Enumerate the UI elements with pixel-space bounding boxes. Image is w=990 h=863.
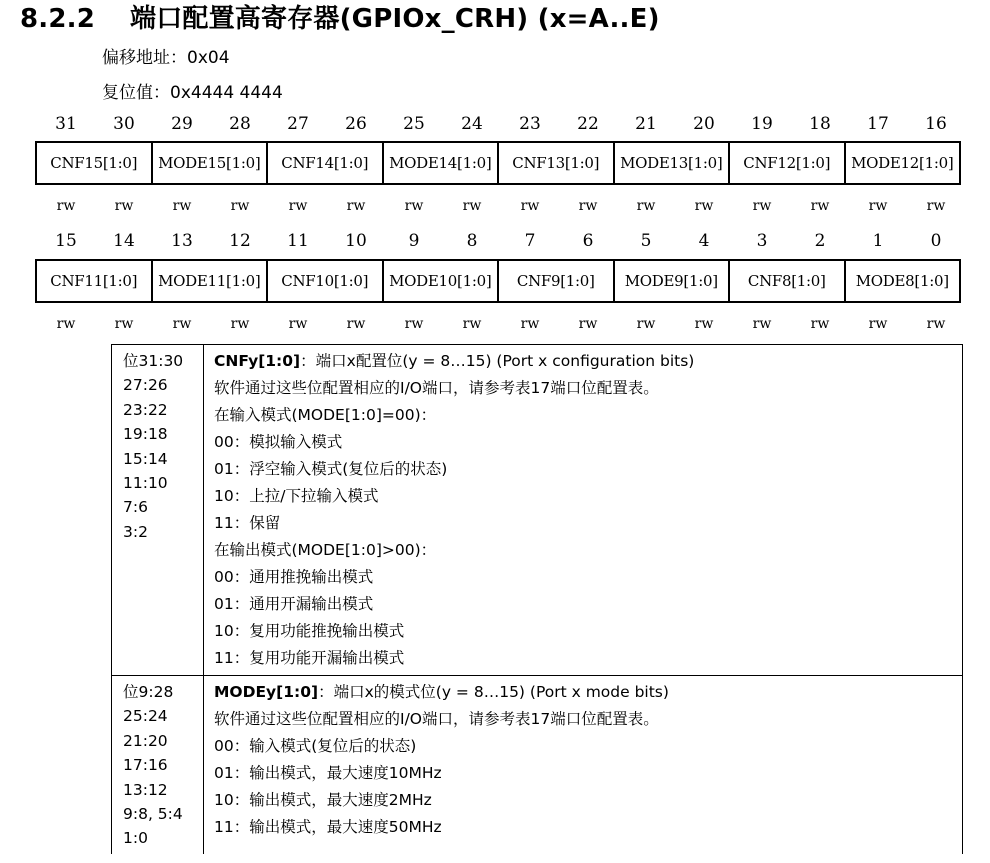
field-cell: CNF10[1:0] — [266, 261, 382, 301]
access-label: rw — [926, 198, 946, 214]
bit-number: 30 — [113, 114, 135, 134]
bit-range: 3:2 — [123, 522, 148, 541]
field-cell: MODE11[1:0] — [151, 261, 267, 301]
access-label: rw — [578, 198, 598, 214]
access-label: rw — [172, 198, 192, 214]
bit-number: 9 — [408, 231, 420, 251]
description-line: 软件通过这些位配置相应的I/O端口，请参考表17端口位配置表。 — [214, 379, 659, 397]
access-label: rw — [868, 316, 888, 332]
field-cell: MODE15[1:0] — [151, 143, 267, 183]
bit-range: 13:12 — [123, 780, 168, 799]
bit-number: 16 — [925, 114, 947, 134]
description-line: 10：复用功能推挽输出模式 — [214, 622, 405, 640]
bit-number: 25 — [403, 114, 425, 134]
access-label: rw — [636, 316, 656, 332]
bit-number: 3 — [756, 231, 768, 251]
bit-number: 22 — [577, 114, 599, 134]
bit-number: 20 — [693, 114, 715, 134]
access-label: rw — [752, 198, 772, 214]
access-label: rw — [346, 316, 366, 332]
access-label: rw — [56, 316, 76, 332]
bit-numbers-low — [37, 231, 965, 253]
bit-number: 23 — [519, 114, 541, 134]
bit-number: 27 — [287, 114, 309, 134]
access-label: rw — [810, 198, 830, 214]
access-label: rw — [926, 316, 946, 332]
access-label: rw — [172, 316, 192, 332]
access-row-high — [37, 198, 965, 218]
access-label: rw — [114, 198, 134, 214]
access-label: rw — [462, 316, 482, 332]
description-line: 00：通用推挽输出模式 — [214, 568, 374, 586]
field-cell: MODE14[1:0] — [382, 143, 498, 183]
field-cell: CNF15[1:0] — [50, 154, 138, 172]
offset-address: 偏移地址：0x04 — [102, 48, 230, 68]
access-label: rw — [520, 316, 540, 332]
bit-range: 7:6 — [123, 498, 148, 517]
bit-range: 位9:28 — [123, 683, 174, 701]
bit-number: 7 — [524, 231, 536, 251]
bit-number: 31 — [55, 114, 77, 134]
description-line: 在输入模式(MODE[1:0]=00)： — [214, 406, 437, 424]
access-label: rw — [578, 316, 598, 332]
field-summary — [214, 679, 956, 706]
register-fields-high — [35, 141, 961, 185]
bit-number: 0 — [930, 231, 942, 251]
bit-range: 9:8, 5:4 — [123, 805, 183, 824]
access-label: rw — [752, 316, 772, 332]
description-line: 01：通用开漏输出模式 — [214, 595, 374, 613]
description-line: 11：复用功能开漏输出模式 — [214, 649, 405, 667]
bit-range: 1:0 — [123, 829, 148, 848]
access-label: rw — [404, 198, 424, 214]
bit-number: 2 — [814, 231, 826, 251]
description-line: 11：保留 — [214, 514, 281, 532]
bit-number: 14 — [113, 231, 135, 251]
section-title: 端口配置高寄存器(GPIOx_CRH) (x=A..E) — [130, 4, 660, 34]
section-heading — [20, 0, 660, 35]
bit-range: 21:20 — [123, 731, 168, 750]
section-number: 8.2.2 — [20, 4, 96, 34]
bit-range: 19:18 — [123, 425, 168, 444]
field-cell: MODE13[1:0] — [613, 143, 729, 183]
bit-number: 19 — [751, 114, 773, 134]
bit-number: 26 — [345, 114, 367, 134]
bit-number: 8 — [466, 231, 478, 251]
bit-number: 17 — [867, 114, 889, 134]
description-line: 00：模拟输入模式 — [214, 433, 343, 451]
bit-number: 15 — [55, 231, 77, 251]
bit-number: 5 — [640, 231, 652, 251]
field-summary-text: ：端口x的模式位(y = 8…15) (Port x mode bits) — [318, 683, 669, 701]
field-name: CNFy[1:0] — [214, 352, 301, 370]
bit-range: 15:14 — [123, 449, 168, 468]
access-label: rw — [230, 198, 250, 214]
field-cell: CNF11[1:0] — [50, 272, 138, 290]
bit-range: 11:10 — [123, 474, 168, 493]
field-cell: CNF14[1:0] — [266, 143, 382, 183]
bit-description-table — [111, 344, 963, 854]
description-line: 软件通过这些位配置相应的I/O端口，请参考表17端口位配置表。 — [214, 710, 659, 728]
access-label: rw — [346, 198, 366, 214]
bit-number: 12 — [229, 231, 251, 251]
bit-range: 27:26 — [123, 376, 168, 395]
bit-number: 6 — [582, 231, 594, 251]
bit-range: 17:16 — [123, 756, 168, 775]
description-line: 11：输出模式，最大速度50MHz — [214, 818, 442, 836]
bit-number: 18 — [809, 114, 831, 134]
bit-range: 位31:30 — [123, 352, 184, 370]
description-line: 10：输出模式，最大速度2MHz — [214, 791, 432, 809]
field-summary-text: ：端口x配置位(y = 8…15) (Port x configuration bits) — [300, 352, 695, 370]
description-row-mode — [112, 676, 963, 854]
bit-range-cell — [112, 676, 204, 854]
bit-numbers-high — [37, 114, 965, 136]
field-cell: MODE8[1:0] — [844, 261, 960, 301]
description-cell — [204, 676, 963, 854]
access-label: rw — [288, 198, 308, 214]
bit-range-cell — [112, 345, 204, 676]
bit-number: 24 — [461, 114, 483, 134]
field-cell: MODE12[1:0] — [844, 143, 960, 183]
access-label: rw — [230, 316, 250, 332]
bit-number: 10 — [345, 231, 367, 251]
access-label: rw — [462, 198, 482, 214]
bit-number: 28 — [229, 114, 251, 134]
description-line: 10：上拉/下拉输入模式 — [214, 487, 379, 505]
field-cell: CNF13[1:0] — [497, 143, 613, 183]
access-label: rw — [810, 316, 830, 332]
field-cell: MODE9[1:0] — [613, 261, 729, 301]
description-line: 01：浮空输入模式(复位后的状态) — [214, 460, 448, 478]
access-label: rw — [636, 198, 656, 214]
bit-number: 13 — [171, 231, 193, 251]
field-summary — [214, 348, 956, 375]
description-row-cnf — [112, 345, 963, 676]
reset-value: 复位值：0x4444 4444 — [102, 83, 283, 103]
bit-number: 29 — [171, 114, 193, 134]
bit-number: 4 — [698, 231, 710, 251]
access-row-low — [37, 316, 965, 336]
field-cell: CNF9[1:0] — [497, 261, 613, 301]
access-label: rw — [56, 198, 76, 214]
field-cell: CNF8[1:0] — [728, 261, 844, 301]
description-line: 01：输出模式，最大速度10MHz — [214, 764, 442, 782]
access-label: rw — [288, 316, 308, 332]
description-cell — [204, 345, 963, 676]
access-label: rw — [868, 198, 888, 214]
bit-number: 1 — [872, 231, 884, 251]
field-name: MODEy[1:0] — [214, 683, 319, 701]
access-label: rw — [694, 316, 714, 332]
access-label: rw — [114, 316, 134, 332]
register-fields-low — [35, 259, 961, 303]
access-label: rw — [404, 316, 424, 332]
description-line: 00：输入模式(复位后的状态) — [214, 737, 417, 755]
access-label: rw — [520, 198, 540, 214]
description-line: 在输出模式(MODE[1:0]>00)： — [214, 541, 437, 559]
bit-number: 21 — [635, 114, 657, 134]
access-label: rw — [694, 198, 714, 214]
bit-number: 11 — [287, 231, 309, 251]
bit-range: 25:24 — [123, 707, 168, 726]
field-cell: MODE10[1:0] — [382, 261, 498, 301]
field-cell: CNF12[1:0] — [728, 143, 844, 183]
bit-range: 23:22 — [123, 400, 168, 419]
